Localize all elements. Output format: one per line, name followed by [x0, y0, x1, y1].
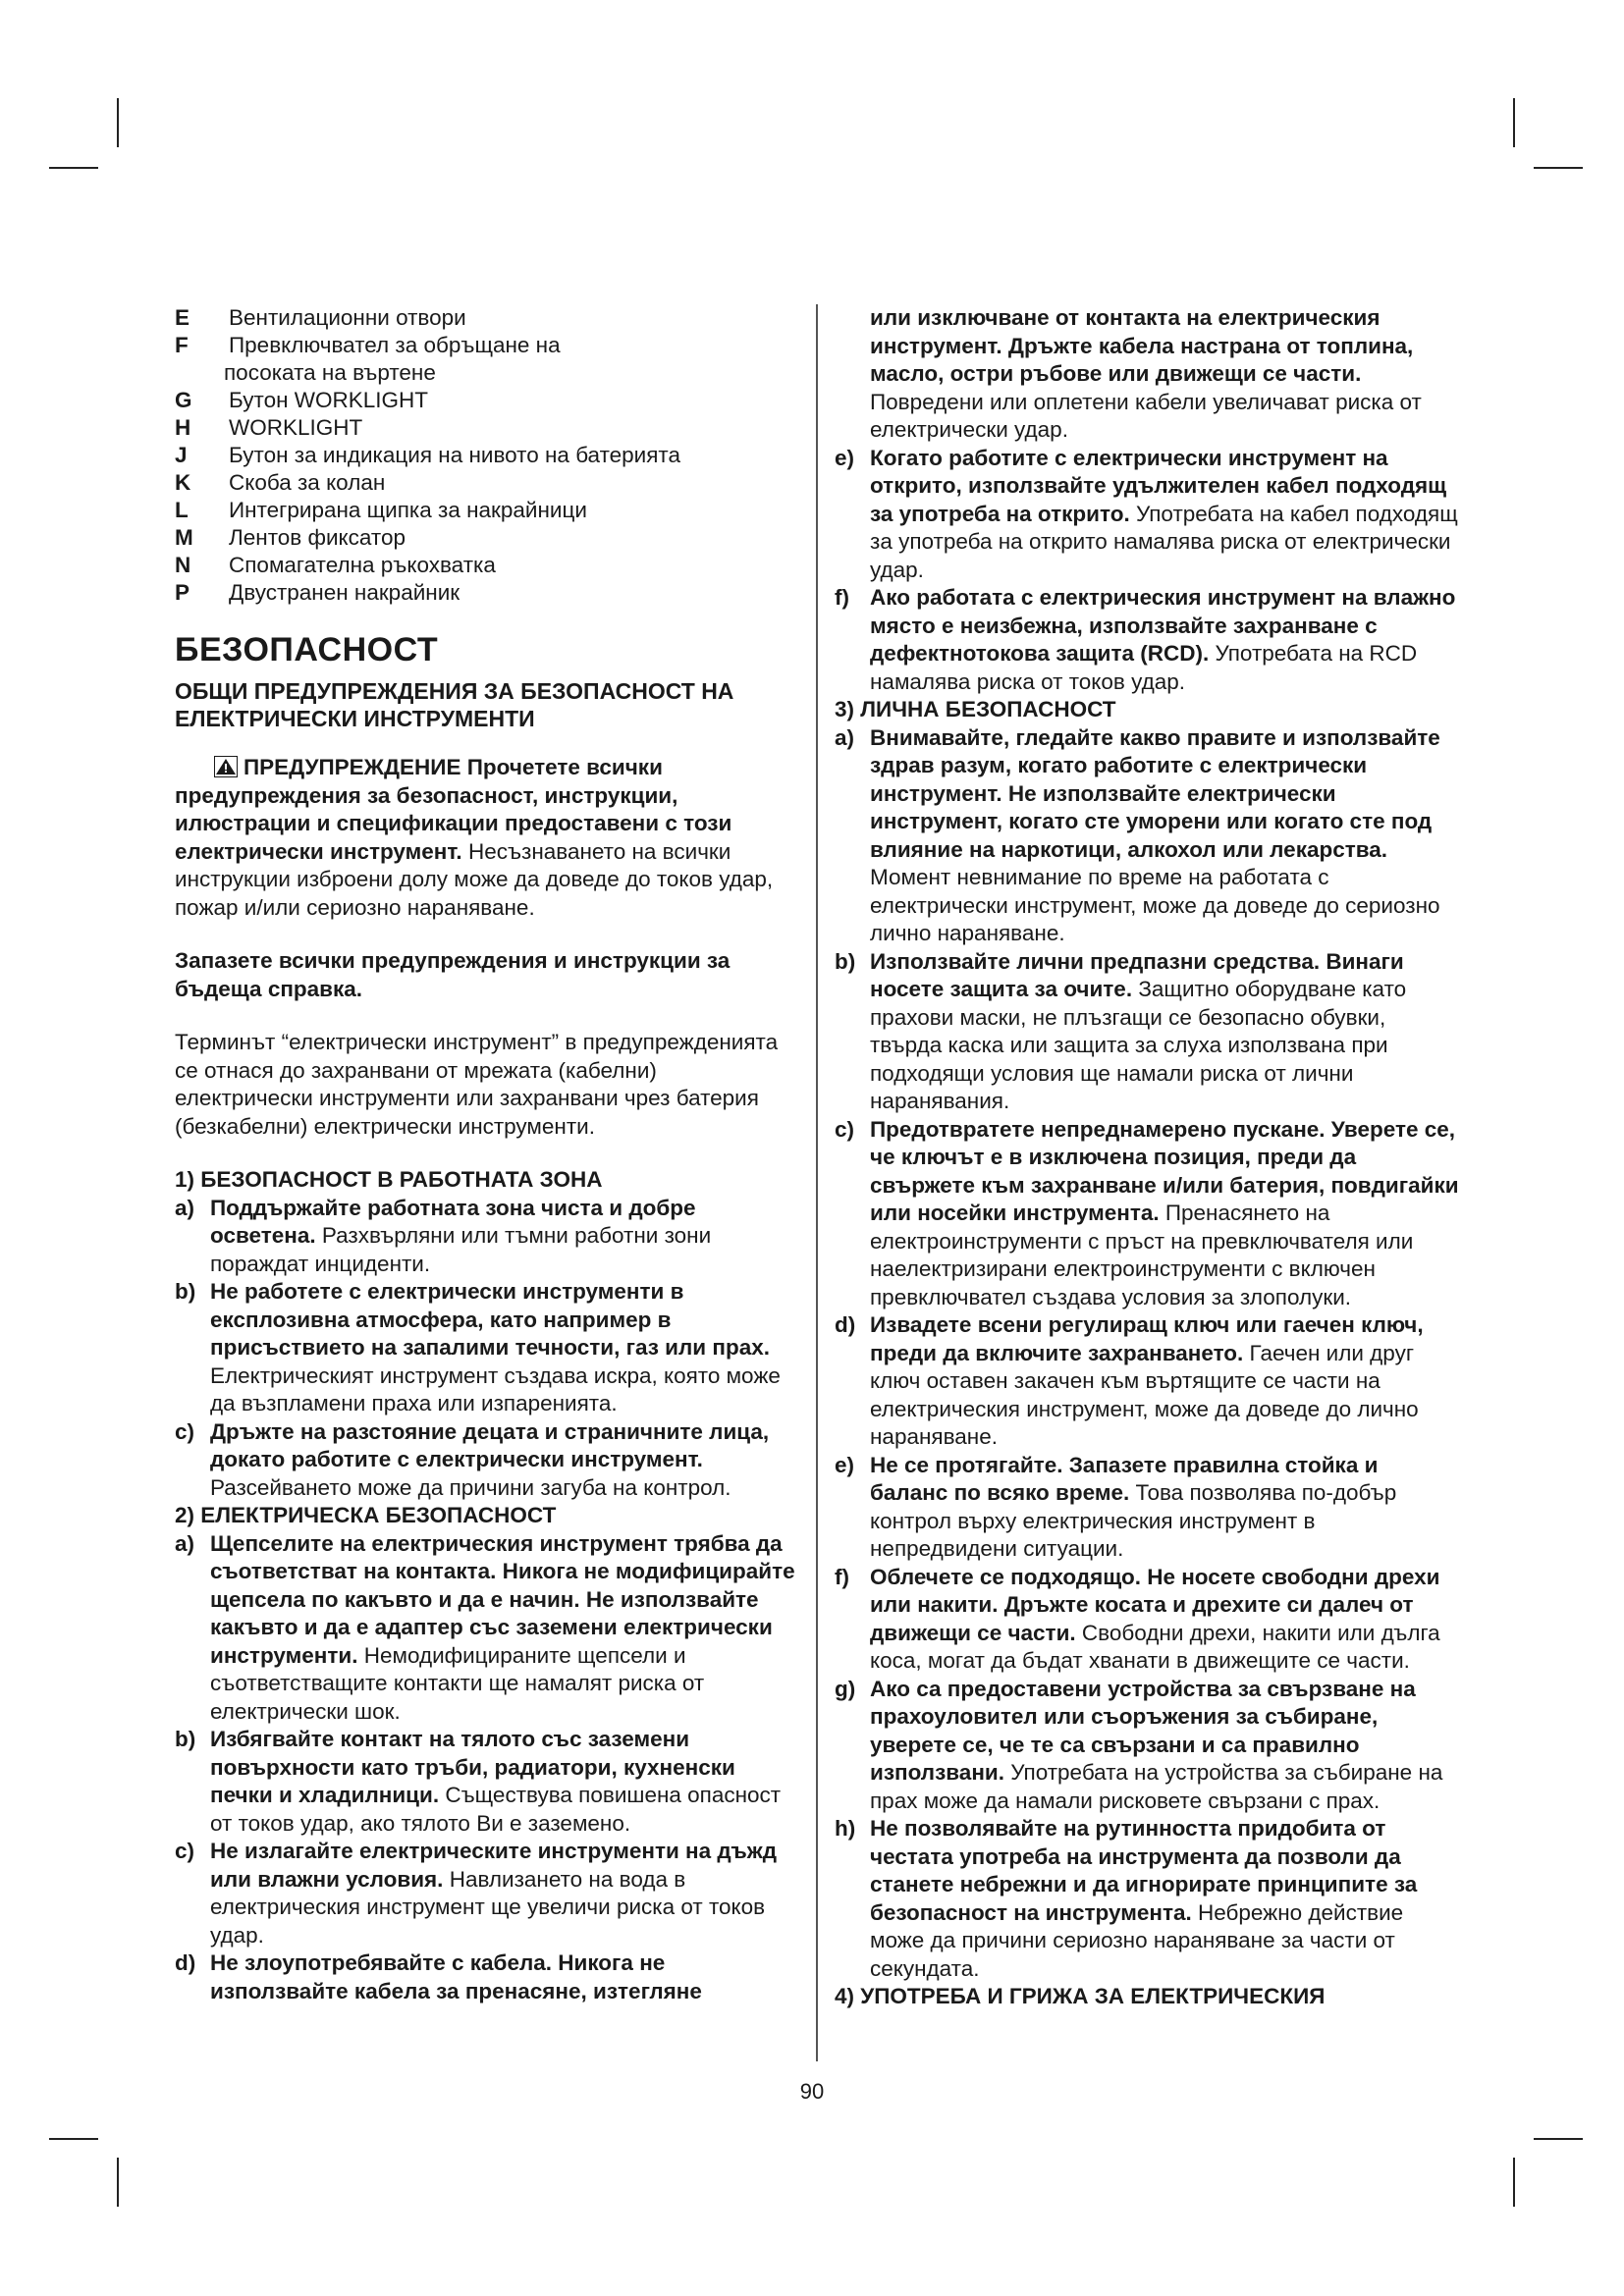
list-item [835, 948, 1459, 1116]
item-text: Небрежно действие може да причини сериозно нараняване за части от секундата. [870, 1899, 1404, 1981]
column-divider [816, 304, 818, 2061]
legend-item [175, 579, 799, 607]
list-item [835, 584, 1459, 696]
save-instructions-note: Запазете всички предупреждения и инструкции за бъдеща справка. [175, 948, 731, 1001]
item-letter: g) [835, 1676, 856, 1701]
item-bold: Не се протягайте. Запазете правилна стойка и баланс по всяко време. [870, 1452, 1379, 1505]
item-bold: Ако са предоставени устройства за свързване на прахоуловител или съоръжения за събиране, уверете се, че те са свързани и са правилно използвани. [870, 1676, 1416, 1785]
item-text: Употребата на устройства за събиране на прах може да намали рисковете свързани с прах. [870, 1760, 1443, 1813]
list-item [175, 1949, 799, 2005]
crop-mark-bottom-left-vertical [117, 2158, 119, 2207]
item-text: Момент невнимание по време на работата с електрически инструмент, може да доведе до сериозно лично нараняване. [870, 865, 1440, 945]
item-text: Немодифицираните щепсели и съответстващите контакти ще намалят риска от електрически шок. [210, 1642, 705, 1724]
item-letter: c) [175, 1418, 195, 1444]
item-bold: Внимавайте, гледайте какво правите и използвайте здрав разум, когато работите с електрически инструмент. Не използвайте електрически инструмент, когато сте уморени или когато сте под влияние на наркотици, алкохол или лекарства. [870, 724, 1440, 862]
list-item [175, 1838, 799, 1949]
section-2-title: 2) ЕЛЕКТРИЧЕСКА БЕЗОПАСНОСТ [175, 1503, 557, 1527]
legend-item [175, 304, 799, 332]
item-text: Пренасянето на електроинструменти с пръст на превключвателя или наелектризирани електроинструменти с включен превключвател създава условия за злополуки. [870, 1201, 1414, 1309]
item-bold: Предотвратете непреднамерено пускане. Уверете се, че ключът е в изключена позиция, преди да свържете към захранване и/или батерия, повдигайки или носейки инструмента. [870, 1116, 1459, 1225]
item-bold: Не позволявайте на рутинността придобита от честата употреба на инструмента да позволи да станете небрежни и да игнорирате принципите за безопасност на инструмента. [870, 1816, 1418, 1925]
list-item [175, 1278, 799, 1418]
warning-bold: ПРЕДУПРЕЖДЕНИЕ Прочетете всички предупреждения за безопасност, инструкции, илюстрации и спецификации предоставени с този електрически инструмент. [175, 755, 732, 864]
warning-triangle-icon [214, 756, 238, 777]
item-bold: Не злоупотребявайте с кабела. Никога не използвайте кабела за пренасяне, изтегляне [210, 1950, 702, 2003]
item-letter: f) [835, 585, 849, 610]
section-subtitle: ОБЩИ ПРЕДУПРЕЖДЕНИЯ ЗА БЕЗОПАСНОСТ НА ЕЛЕКТРИЧЕСКИ ИНСТРУМЕНТИ [175, 678, 734, 731]
item-bold: Извадете всени регулиращ ключ или гаечен ключ, преди да включите захранването. [870, 1312, 1424, 1365]
item-bold: Облечете се подходящо. Не носете свободни дрехи или накити. Дръжте косата и дрехите си далеч от движещи се части. [870, 1564, 1440, 1645]
item-letter: b) [835, 948, 856, 974]
legend-label: Бутон за индикация на нивото на батерията [229, 443, 680, 467]
component-legend [175, 304, 799, 607]
legend-item [175, 497, 799, 524]
legend-label: Превключвател за обръщане на [229, 333, 561, 357]
item-bold: Щепселите на електрическия инструмент трябва да съответстват на контакта. Никога не модифицирайте щепсела по какъвто и да е начин. Не използвайте какъвто и да е адаптер със заземени електрически инструменти. [210, 1530, 795, 1668]
list-item [175, 1530, 799, 1727]
legend-key: L [175, 498, 189, 522]
item-bold: Ако работата с електрическия инструмент на влажно място е неизбежна, използвайте захранване с дефектнотокова защита (RCD). [870, 585, 1456, 666]
legend-item [175, 442, 799, 469]
item-letter: a) [175, 1530, 195, 1556]
crop-mark-bottom-right-horizontal [1534, 2138, 1583, 2140]
legend-key: J [175, 443, 188, 467]
item-letter: d) [835, 1312, 856, 1337]
item-letter: d) [175, 1950, 196, 1975]
legend-key: M [175, 525, 193, 550]
item-text: Съществува повишена опасност от токов удар, ако тялото Ви е заземено. [210, 1783, 782, 1836]
left-column [175, 304, 799, 2005]
legend-item [175, 414, 799, 442]
crop-mark-bottom-left-horizontal [49, 2138, 98, 2140]
item-letter: b) [175, 1279, 196, 1304]
item-bold: или изключване от контакта на електрическия инструмент. Дръжте кабела настрана от топлина, масло, остри ръбове или движещи се части. [870, 305, 1414, 386]
legend-item [175, 469, 799, 497]
list-item [835, 1452, 1459, 1564]
crop-mark-top-right-vertical [1513, 98, 1515, 147]
item-text: Това позволява по-добър контрол върху електрическия инструмент в непредвидени ситуации. [870, 1480, 1397, 1561]
legend-key: P [175, 580, 190, 605]
item-letter: e) [835, 445, 855, 470]
term-definition-note: Терминът “електрически инструмент” в предупрежденията се отнася до захранвани от мрежата (кабелни) електрически инструменти или захранвани чрез батерия (безкабелни) електрически инструменти. [175, 1030, 779, 1139]
list-item-continuation [835, 304, 1459, 445]
item-letter: c) [175, 1839, 195, 1863]
item-letter: a) [835, 724, 855, 750]
legend-item [175, 524, 799, 552]
crop-mark-bottom-right-vertical [1513, 2158, 1515, 2207]
right-column [835, 304, 1459, 2011]
legend-key: E [175, 305, 190, 330]
list-item [835, 1676, 1459, 1816]
item-letter: f) [835, 1564, 849, 1589]
page-number: 90 [799, 2079, 825, 2104]
item-text: Електрическият инструмент създава искра, която може да възпламени праха или изпаренията. [210, 1362, 781, 1415]
legend-key: H [175, 415, 191, 440]
list-item [175, 1195, 799, 1279]
item-text: Разхвърляни или тъмни работни зони пораждат инциденти. [210, 1223, 712, 1276]
legend-key: N [175, 553, 191, 577]
warning-paragraph [175, 754, 799, 922]
section-1-title: 1) БЕЗОПАСНОСТ В РАБОТНАТА ЗОНА [175, 1167, 603, 1192]
item-text: Употребата на RCD намалява риска от токов удар. [870, 641, 1418, 694]
legend-key: F [175, 333, 189, 357]
list-item [175, 1418, 799, 1503]
item-bold: Не работете с електрически инструменти в експлозивна атмосфера, като например в присъствието на запалими течности, газ или прах. [210, 1279, 770, 1360]
list-item [835, 724, 1459, 948]
item-bold: Поддържайте работната зона чиста и добре осветена. [210, 1195, 696, 1248]
item-letter: e) [835, 1452, 855, 1477]
section-title: БЕЗОПАСНОСТ [175, 631, 439, 668]
item-bold: Когато работите с електрически инструмент на открито, използвайте удължителен кабел подходящ за употреба на открито. [870, 445, 1447, 526]
item-bold: Не излагайте електрическите инструменти на дъжд или влажни условия. [210, 1839, 778, 1892]
legend-label: Спомагателна ръкохватка [229, 553, 496, 577]
item-text: Повредени или оплетени кабели увеличават риска от електрически удар. [870, 389, 1422, 442]
item-letter: b) [175, 1727, 196, 1751]
legend-key: K [175, 470, 191, 495]
list-item [835, 1116, 1459, 1312]
item-text: Навлизането на вода в електрическия инструмент ще увеличи риска от токов удар. [210, 1866, 766, 1948]
section-3-title: 3) ЛИЧНА БЕЗОПАСНОСТ [835, 697, 1116, 721]
legend-label: Вентилационни отвори [229, 305, 466, 330]
item-bold: Дръжте на разстояние децата и страничните лица, докато работите с електрически инструмент. [210, 1418, 770, 1471]
legend-label: Двустранен накрайник [229, 580, 460, 605]
legend-label: Лентов фиксатор [229, 525, 406, 550]
item-text: Свободни дрехи, накити или дълга коса, могат да бъдат хванати в движещите се части. [870, 1620, 1440, 1673]
legend-item [175, 552, 799, 579]
item-bold: Избягвайте контакт на тялото със заземени повърхности като тръби, радиатори, кухненски печки и хладилници. [210, 1727, 735, 1807]
crop-mark-top-left-horizontal [49, 167, 98, 169]
list-item [835, 445, 1459, 585]
list-item [175, 1726, 799, 1838]
list-item [835, 1815, 1459, 1983]
list-item [835, 1564, 1459, 1676]
list-item [835, 1311, 1459, 1452]
section-4-title: 4) УПОТРЕБА И ГРИЖА ЗА ЕЛЕКТРИЧЕСКИЯ [835, 1984, 1326, 2008]
legend-item [175, 387, 799, 414]
legend-label-continuation: посоката на въртене [224, 360, 436, 385]
legend-label: Бутон WORKLIGHT [229, 388, 429, 412]
warning-text: Несъзнаването на всички инструкции изброени долу може да доведе до токов удар, пожар и/или сериозно нараняване. [175, 838, 774, 920]
legend-label: Скоба за колан [229, 470, 386, 495]
item-text: Употребата на кабел подходящ за употреба на открито намалява риска от електрически удар. [870, 501, 1458, 582]
item-bold: Използвайте лични предпазни средства. Винаги носете защита за очите. [870, 948, 1404, 1001]
legend-item [175, 332, 799, 359]
legend-key: G [175, 388, 192, 412]
crop-mark-top-right-horizontal [1534, 167, 1583, 169]
item-text: Гаечен или друг ключ оставен закачен към въртящите се части на електрическия инструмент, може да доведе до лично нараняване. [870, 1340, 1419, 1449]
crop-mark-top-left-vertical [117, 98, 119, 147]
item-letter: c) [835, 1116, 855, 1142]
legend-label: Интегрирана щипка за накрайници [229, 498, 587, 522]
item-text: Защитно оборудване като прахови маски, не плъзгащи се безопасно обувки, твърда каска или защита за слуха използвана при подходящи условия ще намали риска от лични наранявания. [870, 977, 1407, 1113]
legend-label: WORKLIGHT [229, 415, 363, 440]
item-letter: a) [175, 1195, 195, 1220]
item-letter: h) [835, 1816, 856, 1841]
item-text: Разсейването може да причини загуба на контрол. [210, 1474, 731, 1500]
